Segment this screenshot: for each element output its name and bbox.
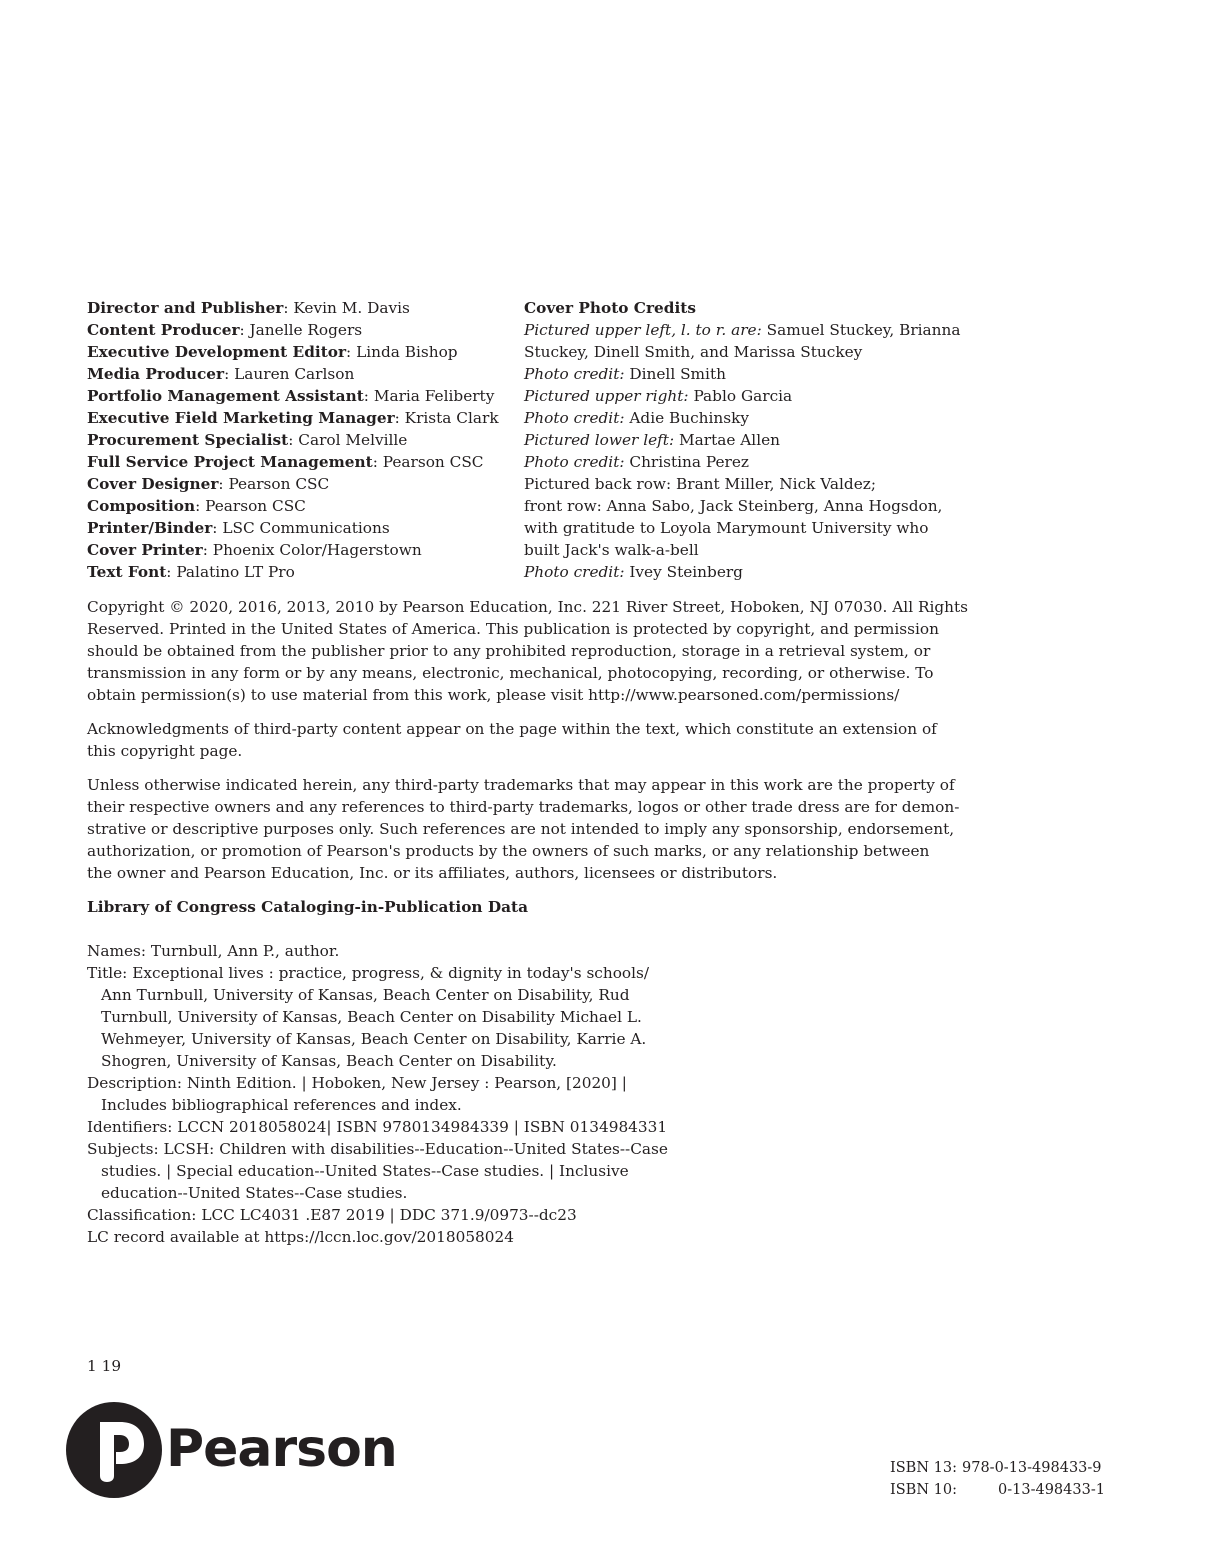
- copyright-line: should be obtained from the publisher prior to any prohibited reproduction, storage in a retrieval system, or: [87, 642, 931, 660]
- credit-value: Kevin M. Davis: [293, 299, 410, 317]
- credit-row: Cover Printer: Phoenix Color/Hagerstown: [87, 541, 422, 559]
- cip-entry: Names: Turnbull, Ann P., author.: [87, 942, 340, 960]
- photo-credit-line: Photo credit: Adie Buchinsky: [524, 409, 750, 427]
- credit-label: Full Service Project Management: [87, 453, 373, 471]
- isbn-label: ISBN 10:: [890, 1482, 957, 1498]
- cip-entry: Classification: LCC LC4031 .E87 2019 | DDC 371.9/0973--dc23: [87, 1206, 577, 1224]
- photo-credit-line: Photo credit: Dinell Smith: [524, 365, 726, 383]
- acknowledgments-line: Acknowledgments of third-party content appear on the page within the text, which constitute an extension of: [87, 720, 937, 738]
- photo-credit-line: Pictured lower left: Martae Allen: [524, 431, 780, 449]
- credit-label: Executive Field Marketing Manager: [87, 409, 395, 427]
- cip-entry-continuation: studies. | Special education--United States--Case studies. | Inclusive: [101, 1162, 629, 1180]
- photo-credit-line: built Jack's walk-a-bell: [524, 541, 699, 559]
- credit-value: Palatino LT Pro: [176, 563, 295, 581]
- cip-entry: LC record available at https://lccn.loc.gov/2018058024: [87, 1228, 514, 1246]
- cip-entry-continuation: Shogren, University of Kansas, Beach Center on Disability.: [101, 1052, 557, 1070]
- credit-label: Cover Designer: [87, 475, 219, 493]
- photo-credit-line: Photo credit: Christina Perez: [524, 453, 749, 471]
- credit-value: Linda Bishop: [356, 343, 458, 361]
- copyright-line: Copyright © 2020, 2016, 2013, 2010 by Pearson Education, Inc. 221 River Street, Hoboken, NJ 07030. All Rights: [87, 598, 969, 616]
- isbn-13: [890, 1457, 1102, 1479]
- credit-row: Content Producer: Janelle Rogers: [87, 321, 363, 339]
- isbn-10: [890, 1479, 1105, 1501]
- trademarks-line: the owner and Pearson Education, Inc. or its affiliates, authors, licensees or distributors.: [87, 864, 778, 882]
- isbn-label: ISBN 13:: [890, 1460, 957, 1476]
- pearson-wordmark: Pearson: [166, 1419, 397, 1479]
- credit-label: Text Font: [87, 563, 167, 581]
- credit-row: Executive Development Editor: Linda Bishop: [87, 343, 458, 361]
- cip-data: [87, 940, 707, 1248]
- cip-entry-continuation: Ann Turnbull, University of Kansas, Beach Center on Disability, Rud: [101, 986, 630, 1004]
- credit-value: Pearson CSC: [205, 497, 306, 515]
- isbn-block: [890, 1457, 1105, 1501]
- credit-label: Content Producer: [87, 321, 240, 339]
- credit-row: Composition: Pearson CSC: [87, 497, 306, 515]
- photo-credit-line: Photo credit: Ivey Steinberg: [524, 563, 743, 581]
- credit-value: Maria Feliberty: [373, 387, 495, 405]
- credit-label: Cover Printer: [87, 541, 203, 559]
- credit-label: Printer/Binder: [87, 519, 213, 537]
- credit-row: Portfolio Management Assistant: Maria Feliberty: [87, 387, 495, 405]
- credit-value: Pearson CSC: [382, 453, 484, 471]
- print-code: 1 19: [87, 1357, 122, 1375]
- photo-credits-heading: Cover Photo Credits: [524, 299, 696, 317]
- credit-row: Procurement Specialist: Carol Melville: [87, 431, 408, 449]
- credit-label: Executive Development Editor: [87, 343, 347, 361]
- cip-entry-continuation: Includes bibliographical references and index.: [101, 1096, 462, 1114]
- trademarks-line: Unless otherwise indicated herein, any third-party trademarks that may appear in this work are the property of: [87, 776, 955, 794]
- credit-value: Phoenix Color/Hagerstown: [212, 541, 422, 559]
- trademarks-line: their respective owners and any references to third-party trademarks, logos or other trade dress are for demon-: [87, 798, 960, 816]
- cip-entry: Identifiers: LCCN 2018058024| ISBN 9780134984339 | ISBN 0134984331: [87, 1118, 668, 1136]
- cip-entry-continuation: Turnbull, University of Kansas, Beach Center on Disability Michael L.: [101, 1008, 642, 1026]
- credit-row: Director and Publisher: Kevin M. Davis: [87, 299, 410, 317]
- cip-entry: Title: Exceptional lives : practice, progress, & dignity in today's schools/: [87, 964, 650, 982]
- credit-row: Cover Designer: Pearson CSC: [87, 475, 330, 493]
- copyright-line: obtain permission(s) to use material from this work, please visit http://www.pearsoned.com/permissions/: [87, 686, 900, 704]
- copyright-notice: [87, 596, 987, 706]
- credit-label: Media Producer: [87, 365, 225, 383]
- cover-photo-credits: [524, 297, 994, 583]
- trademarks-line: strative or descriptive purposes only. Such references are not intended to imply any sponsorship, endorsement,: [87, 820, 955, 838]
- credit-value: Pearson CSC: [228, 475, 330, 493]
- cip-entry-continuation: education--United States--Case studies.: [101, 1184, 408, 1202]
- credit-row: Media Producer: Lauren Carlson: [87, 365, 355, 383]
- photo-credit-line: Pictured upper right: Pablo Garcia: [524, 387, 793, 405]
- photo-credit-line: with gratitude to Loyola Marymount University who: [524, 519, 929, 537]
- copyright-line: Reserved. Printed in the United States of America. This publication is protected by copyright, and permission: [87, 620, 939, 638]
- credit-value: Krista Clark: [404, 409, 499, 427]
- credit-row: Full Service Project Management: Pearson CSC: [87, 453, 484, 471]
- copyright-line: transmission in any form or by any means, electronic, mechanical, photocopying, recording, or otherwise. To: [87, 664, 934, 682]
- credit-row: Text Font: Palatino LT Pro: [87, 563, 295, 581]
- acknowledgments-notice: [87, 718, 987, 762]
- credit-value: Carol Melville: [298, 431, 408, 449]
- credit-label: Portfolio Management Assistant: [87, 387, 364, 405]
- credit-value: LSC Communications: [222, 519, 390, 537]
- photo-credit-line: Pictured back row: Brant Miller, Nick Valdez;: [524, 475, 876, 493]
- credit-value: Janelle Rogers: [249, 321, 363, 339]
- credit-value: Lauren Carlson: [234, 365, 355, 383]
- cip-entry: Subjects: LCSH: Children with disabilities--Education--United States--Case: [87, 1140, 668, 1158]
- photo-credit-line: Pictured upper left, l. to r. are: Samuel Stuckey, Brianna: [524, 321, 961, 339]
- credit-label: Director and Publisher: [87, 299, 284, 317]
- acknowledgments-line: this copyright page.: [87, 742, 243, 760]
- isbn-value: 978-0-13-498433-9: [962, 1460, 1102, 1476]
- credit-label: Composition: [87, 497, 196, 515]
- credit-label: Procurement Specialist: [87, 431, 289, 449]
- isbn-value: 0-13-498433-1: [998, 1482, 1105, 1498]
- cip-entry: Description: Ninth Edition. | Hoboken, New Jersey : Pearson, [2020] |: [87, 1074, 627, 1092]
- credit-row: Executive Field Marketing Manager: Krista Clark: [87, 409, 499, 427]
- trademarks-line: authorization, or promotion of Pearson's products by the owners of such marks, or any relationship between: [87, 842, 930, 860]
- trademarks-notice: [87, 774, 987, 884]
- production-credits: [87, 297, 512, 583]
- cip-entry-continuation: Wehmeyer, University of Kansas, Beach Center on Disability, Karrie A.: [101, 1030, 647, 1048]
- photo-credit-line: front row: Anna Sabo, Jack Steinberg, Anna Hogsdon,: [524, 497, 943, 515]
- credit-row: Printer/Binder: LSC Communications: [87, 519, 390, 537]
- photo-credit-line: Stuckey, Dinell Smith, and Marissa Stuckey: [524, 343, 863, 361]
- loc-heading: Library of Congress Cataloging-in-Publication Data: [87, 898, 529, 916]
